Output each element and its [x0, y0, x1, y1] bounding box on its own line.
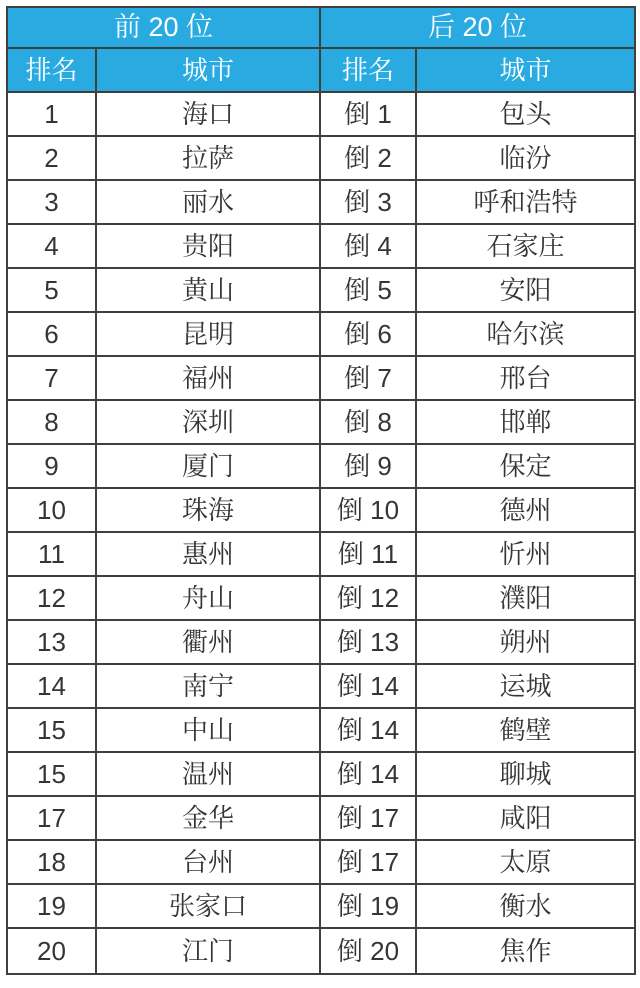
city-cell-top20: 福州 — [97, 357, 321, 401]
table-row — [8, 753, 634, 797]
rank-cell-top20: 9 — [8, 445, 97, 489]
city-cell-top20: 台州 — [97, 841, 321, 885]
table-row — [8, 885, 634, 929]
column-header-rank-top20: 排名 — [8, 49, 97, 93]
column-header-rank-bottom20: 排名 — [321, 49, 417, 93]
city-cell-top20: 衢州 — [97, 621, 321, 665]
city-cell-top20: 惠州 — [97, 533, 321, 577]
rank-cell-top20: 1 — [8, 93, 97, 137]
city-cell-top20: 珠海 — [97, 489, 321, 533]
rank-cell-bottom20: 倒 19 — [321, 885, 417, 929]
rank-cell-top20: 14 — [8, 665, 97, 709]
column-header-city-bottom20: 城市 — [417, 49, 634, 93]
table-row — [8, 93, 634, 137]
city-cell-top20: 舟山 — [97, 577, 321, 621]
rank-cell-bottom20: 倒 20 — [321, 929, 417, 973]
table-row — [8, 401, 634, 445]
city-cell-bottom20: 运城 — [417, 665, 634, 709]
city-cell-bottom20: 朔州 — [417, 621, 634, 665]
table-row — [8, 357, 634, 401]
rank-cell-top20: 17 — [8, 797, 97, 841]
city-cell-bottom20: 安阳 — [417, 269, 634, 313]
rank-cell-top20: 5 — [8, 269, 97, 313]
table-body — [8, 93, 634, 973]
rank-cell-top20: 15 — [8, 753, 97, 797]
rank-cell-top20: 8 — [8, 401, 97, 445]
table-row — [8, 533, 634, 577]
table-row — [8, 577, 634, 621]
city-cell-bottom20: 石家庄 — [417, 225, 634, 269]
city-cell-bottom20: 保定 — [417, 445, 634, 489]
table-row — [8, 137, 634, 181]
city-cell-bottom20: 焦作 — [417, 929, 634, 973]
rank-cell-top20: 19 — [8, 885, 97, 929]
city-cell-bottom20: 鹤壁 — [417, 709, 634, 753]
city-cell-bottom20: 太原 — [417, 841, 634, 885]
table-row — [8, 225, 634, 269]
rank-cell-bottom20: 倒 11 — [321, 533, 417, 577]
rank-cell-top20: 15 — [8, 709, 97, 753]
table-column-header-row — [8, 49, 634, 93]
city-cell-top20: 丽水 — [97, 181, 321, 225]
city-cell-top20: 中山 — [97, 709, 321, 753]
city-cell-top20: 厦门 — [97, 445, 321, 489]
rank-cell-bottom20: 倒 8 — [321, 401, 417, 445]
table-group-header-row — [8, 8, 634, 49]
column-header-city-top20: 城市 — [97, 49, 321, 93]
rank-cell-bottom20: 倒 2 — [321, 137, 417, 181]
rank-cell-bottom20: 倒 7 — [321, 357, 417, 401]
rank-cell-top20: 18 — [8, 841, 97, 885]
rank-cell-bottom20: 倒 4 — [321, 225, 417, 269]
city-cell-bottom20: 聊城 — [417, 753, 634, 797]
city-cell-top20: 温州 — [97, 753, 321, 797]
rank-cell-top20: 4 — [8, 225, 97, 269]
rank-cell-bottom20: 倒 13 — [321, 621, 417, 665]
rank-cell-bottom20: 倒 17 — [321, 797, 417, 841]
city-cell-bottom20: 咸阳 — [417, 797, 634, 841]
city-cell-bottom20: 衡水 — [417, 885, 634, 929]
rank-cell-top20: 7 — [8, 357, 97, 401]
rank-cell-top20: 2 — [8, 137, 97, 181]
rank-cell-bottom20: 倒 14 — [321, 709, 417, 753]
table-row — [8, 797, 634, 841]
rank-cell-bottom20: 倒 14 — [321, 753, 417, 797]
table-row — [8, 621, 634, 665]
city-cell-top20: 海口 — [97, 93, 321, 137]
city-cell-bottom20: 德州 — [417, 489, 634, 533]
city-cell-top20: 贵阳 — [97, 225, 321, 269]
table-row — [8, 841, 634, 885]
rank-cell-top20: 3 — [8, 181, 97, 225]
city-cell-bottom20: 临汾 — [417, 137, 634, 181]
city-cell-bottom20: 包头 — [417, 93, 634, 137]
city-cell-top20: 张家口 — [97, 885, 321, 929]
rank-cell-bottom20: 倒 3 — [321, 181, 417, 225]
table-row — [8, 181, 634, 225]
rank-cell-bottom20: 倒 6 — [321, 313, 417, 357]
table-row — [8, 445, 634, 489]
rank-cell-bottom20: 倒 12 — [321, 577, 417, 621]
rank-cell-bottom20: 倒 10 — [321, 489, 417, 533]
rank-cell-top20: 11 — [8, 533, 97, 577]
city-cell-top20: 黄山 — [97, 269, 321, 313]
rank-cell-top20: 12 — [8, 577, 97, 621]
city-cell-top20: 深圳 — [97, 401, 321, 445]
rank-cell-top20: 20 — [8, 929, 97, 973]
city-cell-top20: 金华 — [97, 797, 321, 841]
rank-cell-top20: 13 — [8, 621, 97, 665]
city-cell-bottom20: 忻州 — [417, 533, 634, 577]
table-row — [8, 665, 634, 709]
city-cell-top20: 昆明 — [97, 313, 321, 357]
table-row — [8, 313, 634, 357]
rank-cell-top20: 6 — [8, 313, 97, 357]
table-row — [8, 269, 634, 313]
group-header-bottom20: 后 20 位 — [321, 8, 634, 49]
rank-cell-bottom20: 倒 17 — [321, 841, 417, 885]
city-cell-bottom20: 邢台 — [417, 357, 634, 401]
city-cell-bottom20: 濮阳 — [417, 577, 634, 621]
ranking-table — [6, 6, 636, 975]
rank-cell-bottom20: 倒 1 — [321, 93, 417, 137]
group-header-top20: 前 20 位 — [8, 8, 321, 49]
city-cell-bottom20: 呼和浩特 — [417, 181, 634, 225]
rank-cell-bottom20: 倒 9 — [321, 445, 417, 489]
rank-cell-bottom20: 倒 14 — [321, 665, 417, 709]
rank-cell-top20: 10 — [8, 489, 97, 533]
city-cell-top20: 江门 — [97, 929, 321, 973]
rank-cell-bottom20: 倒 5 — [321, 269, 417, 313]
table-row — [8, 709, 634, 753]
table-row — [8, 929, 634, 973]
city-cell-top20: 拉萨 — [97, 137, 321, 181]
table-row — [8, 489, 634, 533]
city-cell-bottom20: 邯郸 — [417, 401, 634, 445]
city-cell-top20: 南宁 — [97, 665, 321, 709]
city-cell-bottom20: 哈尔滨 — [417, 313, 634, 357]
